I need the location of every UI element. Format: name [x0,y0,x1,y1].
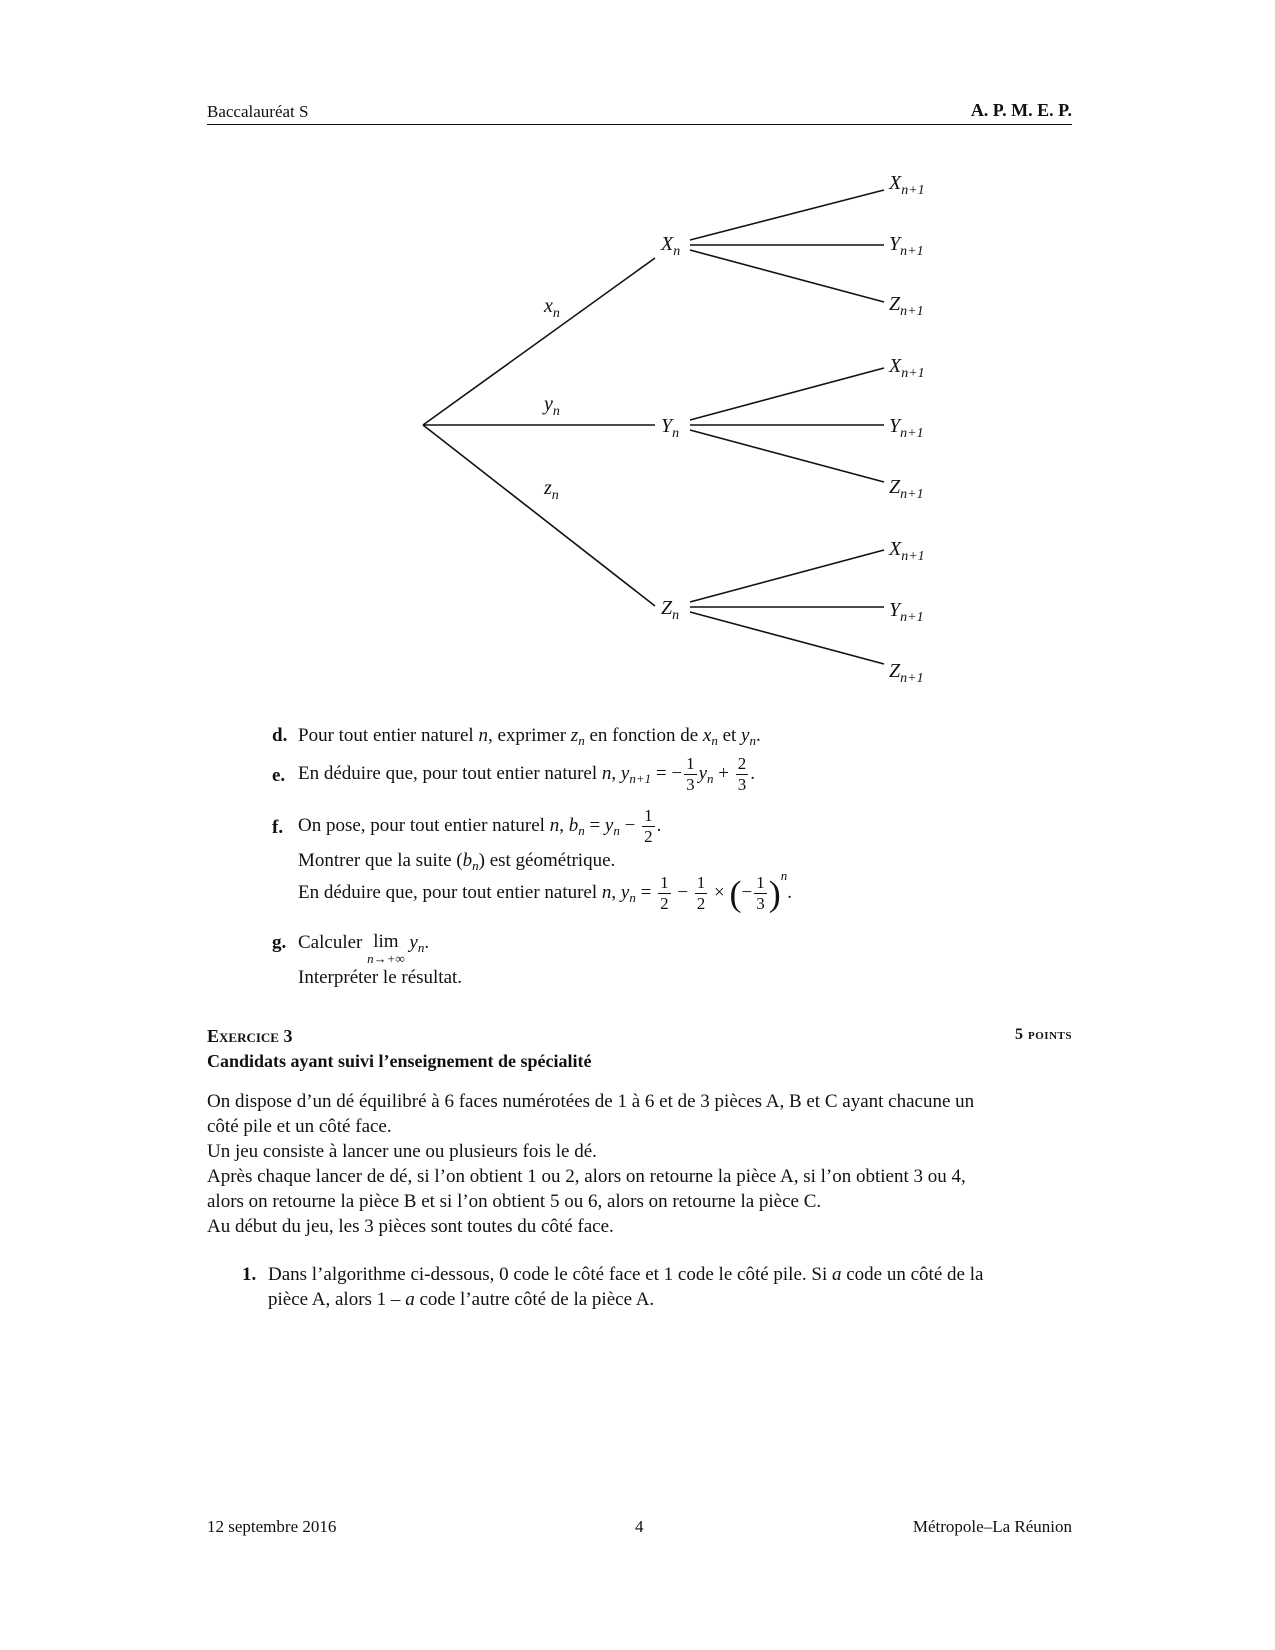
prob-z-label: $z_n$ [544,477,559,503]
question-e: e. En déduire que, pour tout entier naturel n, $y_{n+1}$ = − $\frac{1}{3}$ $y_n$ + $\frac{2}{3}$ . [272,754,755,794]
exercise-subtitle: Candidats ayant suivi l’enseignement de spécialité [207,1051,592,1071]
prob-y-label: $y_n$ [544,393,560,419]
question-g-label: g. [272,932,287,953]
node-yn: $Y_n$ [661,415,680,441]
leaf-y-z: $Z_{n+1}$ [889,476,924,502]
leaf-y-x: $X_{n+1}$ [889,355,925,381]
leaf-z-z: $Z_{n+1}$ [889,660,924,686]
question-d-label: d. [272,725,288,746]
probability-tree [0,0,1275,700]
question-f: f. On pose, pour tout entier naturel n, $b_n = y_n$ − $\frac{1}{2}$ . [272,806,662,846]
leaf-z-x: $X_{n+1}$ [889,538,925,564]
exercise-title: Exercice 3 [207,1026,293,1046]
question-d: d. Pour tout entier naturel n, exprimer $z_n$ en fonction de $x_n$ et $y_n$. [272,725,761,748]
branch-root-z [423,425,655,606]
question-g-line2: Interpréter le résultat. [298,967,463,988]
header-right: A. P. M. E. P. [970,100,1072,120]
exercise-points: 5 points [1015,1026,1072,1043]
question-f-line3: En déduire que, pour tout entier naturel n, $y_n$ = $\frac{1}{2}$ − $\frac{1}{2}$ × (− $\frac{1}{3}$ )$^n$. [298,867,792,914]
leaf-x-x: $X_{n+1}$ [889,172,925,198]
question-f-label: f. [272,817,284,838]
exercise-heading [207,1026,1072,1047]
exercise-paragraph: On dispose d’un dé équilibré à 6 faces numérotées de 1 à 6 et de 3 pièces A, B et C ayant chacune un côté pile et un côté face. Un jeu consiste à lancer une ou plusieurs fois le dé. Après chaque lancer de dé, si l’on obtient 1 ou 2, alors on retourne la pièce A, si l’on obtient 3 ou 4, alors on retourne la pièce B et si l’on obtient 5 ou 6, alors on retourne la pièce C. Au début du jeu, les 3 pièces sont toutes du côté face. [207,1091,975,1237]
leaf-x-z: $Z_{n+1}$ [889,293,924,319]
leaf-y-y: $Y_{n+1}$ [889,415,924,441]
prob-x-label: $x_n$ [544,295,560,321]
footer-date: 12 septembre 2016 [207,1517,337,1536]
leaf-z-y: $Y_{n+1}$ [889,599,924,625]
footer-page-number: 4 [635,1517,644,1536]
leaf-x-y: $Y_{n+1}$ [889,233,924,259]
exercise-item-1: 1. Dans l’algorithme ci-dessous, 0 code le côté face et 1 code le côté pile. Si a code un côté de la pièce A, alors 1 – a code l’autre côté de la pièce A. [242,1264,984,1310]
node-zn: $Z_n$ [661,597,680,623]
question-e-label: e. [272,765,286,786]
header-left: Baccalauréat S [207,102,309,121]
question-g: g. Calculer lim n→+∞ $y_n$. [272,931,430,966]
node-xn: $X_n$ [661,233,681,259]
footer-location: Métropole–La Réunion [912,1517,1072,1536]
question-f-line2: Montrer que la suite $(b_n)$ est géométrique. [298,850,616,873]
branch-root-x [423,258,655,425]
